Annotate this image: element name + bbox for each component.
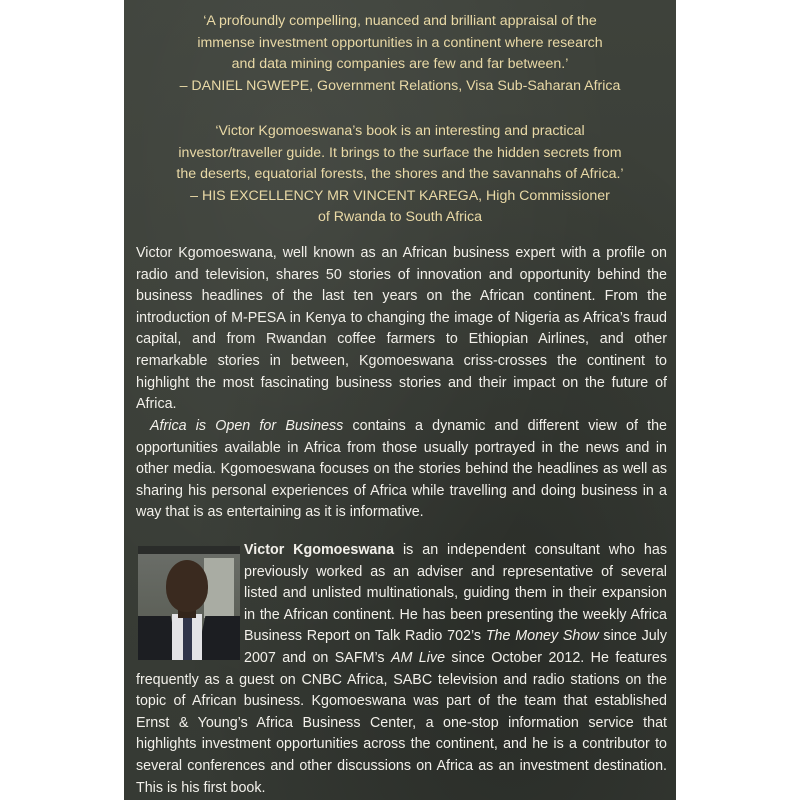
- description-paragraph-1: Victor Kgomoeswana, well known as an African business expert with a profile on radio and television, shares 50 stories of innovation and opportunity behind the business headlines of the last ten years on the African continent. From the introduction of M-PESA in Kenya to changing the image of Nigeria as Africa’s fraud capital, and from Rwandan coffee farmers to Ethiopian Airlines, and other remarkable stories in between, Kgomoeswana criss-crosses the continent to highlight the most fascinating business stories and their impact on the future of Africa.: [136, 245, 667, 413]
- paragraph-text: contains a dynamic and different view of the opportunities available in Africa from those usually portrayed in the news and in other media. Kgomoeswana focuses on the stories behind the headlines as well as sharing his personal experiences of Africa while travelling and doing business in a way that is as entertaining as it is informative.: [136, 418, 667, 521]
- description-paragraph-2: [136, 416, 667, 524]
- quote-line: the deserts, equatorial forests, the shores and the savannahs of Africa.’: [176, 166, 624, 182]
- quote-line: and data mining companies are few and far between.’: [231, 56, 569, 72]
- show-title: AM Live: [390, 649, 446, 666]
- author-bio: [136, 540, 667, 799]
- bio-text: since July 2007 and on SAFM’s: [244, 628, 667, 666]
- bio-text: since October 2012. He features frequently as a guest on CNBC Africa, SABC television and radio stations on the topic of African business. Kgomoeswana was part of the team that established Ernst & Young’s Africa Business Center, a one-stop information service that highlights investment opportunities across the continent, and he is a contributor to several conferences and other discussions on Africa as an investment destination. This is his first book.: [136, 649, 667, 796]
- endorsement-quote-1: [124, 11, 676, 97]
- quote-line: ‘Victor Kgomoeswana’s book is an interesting and practical: [215, 123, 585, 139]
- bio-text: is an independent consultant who has previously worked as an adviser and representative of several listed and unlisted multinationals, guiding them in their expansion in the African continent. He has been presenting the weekly Africa Business Report on Talk Radio 702’s: [244, 542, 667, 645]
- quote-attribution: – HIS EXCELLENCY MR VINCENT KAREGA, High Commissioner: [190, 187, 610, 204]
- author-name: Victor Kgomoeswana: [244, 542, 395, 558]
- quote-line: investor/traveller guide. It brings to the surface the hidden secrets from: [178, 144, 622, 161]
- endorsement-quote-2: [124, 121, 676, 229]
- quote-line: ‘A profoundly compelling, nuanced and brilliant appraisal of the: [203, 13, 597, 29]
- quote-attribution: – DANIEL NGWEPE, Government Relations, Visa Sub-Saharan Africa: [179, 77, 621, 94]
- book-back-cover: [124, 0, 676, 800]
- quote-line: immense investment opportunities in a continent where research: [197, 34, 603, 51]
- book-title: Africa is Open for Business: [150, 418, 344, 434]
- show-title: The Money Show: [485, 628, 599, 645]
- quote-attribution-cont: of Rwanda to South Africa: [317, 209, 483, 225]
